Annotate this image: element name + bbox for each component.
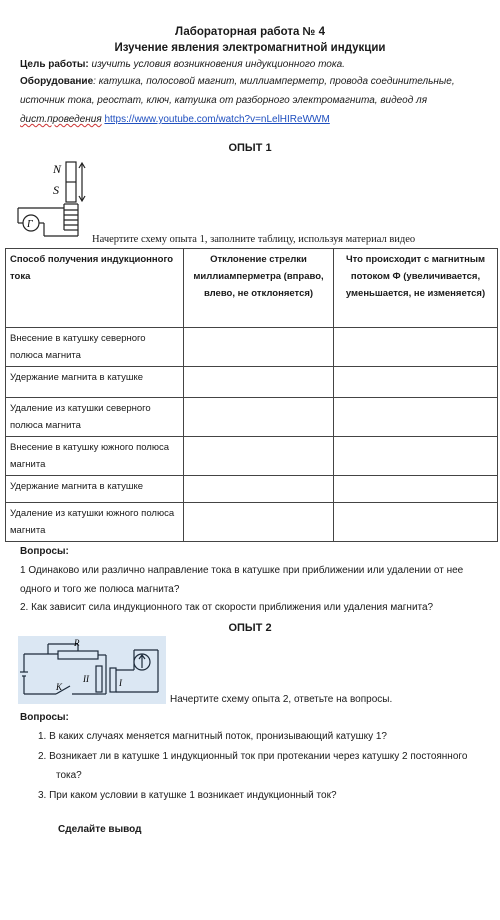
table-row <box>6 328 498 367</box>
table-header-row <box>6 249 498 328</box>
table-row <box>6 398 498 437</box>
exp2-diagram <box>18 636 166 704</box>
doc-subtitle: Изучение явления электромагнитной индукции <box>114 42 386 54</box>
goal-line <box>20 59 345 70</box>
table-header-method: Способ получения индукционного тока <box>6 249 184 328</box>
equipment-label: Оборудование <box>20 76 94 87</box>
exp1-question-2: 2. Как зависит сила индукционного так от скорости приближения или удаления магнита? <box>20 602 434 613</box>
table-cell-empty[interactable] <box>334 437 498 476</box>
north-pole-label: N <box>53 162 62 176</box>
table-cell-empty[interactable] <box>334 367 498 398</box>
table-cell-method: Внесение в катушку северного полюса магнита <box>6 328 184 367</box>
exp2-question-2-line-1: 2. Возникает ли в катушке 1 индукционный ток при протекании через катушку 2 постоянного <box>38 751 468 762</box>
exp2-question-3: 3. При каком условии в катушке 1 возникает индукционный ток? <box>38 790 337 801</box>
table-cell-empty[interactable] <box>184 367 334 398</box>
table-header-flux: Что происходит с магнитным потоком Ф (увеличивается, уменьшается, не изменяется) <box>334 249 498 328</box>
exp1-question-1-line-2: одного и того же полюса магнита? <box>20 584 180 595</box>
conclusion-prompt: Сделайте вывод <box>58 824 142 835</box>
table-cell-empty[interactable] <box>184 476 334 503</box>
exp2-questions-title: Вопросы: <box>20 712 69 723</box>
table-row <box>6 503 498 542</box>
exp1-table <box>5 248 498 542</box>
table-cell-empty[interactable] <box>334 328 498 367</box>
table-cell-method: Удержание магнита в катушке <box>6 367 184 398</box>
table-cell-method: Удержание магнита в катушке <box>6 476 184 503</box>
table-cell-empty[interactable] <box>184 437 334 476</box>
equipment-line-1 <box>20 76 455 87</box>
table-cell-empty[interactable] <box>334 476 498 503</box>
coil-1-label: I <box>119 678 122 688</box>
exp1-questions-title: Вопросы: <box>20 546 69 557</box>
equipment-text-3: дист.проведения <box>20 114 102 125</box>
table-cell-empty[interactable] <box>334 398 498 437</box>
video-link[interactable]: https://www.youtube.com/watch?v=nLelHIReWWM <box>104 114 330 125</box>
table-cell-method: Внесение в катушку южного полюса магнита <box>6 437 184 476</box>
table-cell-method: Удаление из катушки северного полюса магнита <box>6 398 184 437</box>
south-pole-label: S <box>53 183 59 197</box>
table-header-deflection: Отклонение стрелки миллиамперметра (вправо, влево, не отклоняется) <box>184 249 334 328</box>
table-cell-empty[interactable] <box>184 328 334 367</box>
exp2-question-2-line-2: тока? <box>56 770 82 781</box>
exp1-diagram <box>14 160 104 242</box>
table-cell-method: Удаление из катушки южного полюса магнита <box>6 503 184 542</box>
table-cell-empty[interactable] <box>334 503 498 542</box>
rheostat-label: R <box>74 638 80 648</box>
table-cell-empty[interactable] <box>184 398 334 437</box>
galvanometer-label: Г <box>27 219 33 230</box>
exp1-instruction: Начертите схему опыта 1, заполните таблицу, используя материал видео <box>92 234 416 245</box>
coil-2-label: II <box>83 674 89 684</box>
goal-label: Цель работы: <box>20 59 89 70</box>
exp2-instruction: Начертите схему опыта 2, ответьте на вопросы. <box>170 694 393 705</box>
exp1-heading: ОПЫТ 1 <box>228 142 272 154</box>
table-row <box>6 367 498 398</box>
table-row <box>6 476 498 503</box>
exp2-question-1: 1. В каких случаях меняется магнитный поток, пронизывающий катушку 1? <box>38 731 387 742</box>
switch-label: K <box>56 682 63 692</box>
table-row <box>6 437 498 476</box>
equipment-line-2: источник тока, реостат, ключ, катушка от разборного электромагнита, видеод ля <box>20 95 428 106</box>
goal-text: изучить условия возникновения индукционного тока. <box>91 59 345 70</box>
exp2-heading: ОПЫТ 2 <box>228 622 272 634</box>
table-cell-empty[interactable] <box>184 503 334 542</box>
equipment-line-3 <box>20 114 330 125</box>
exp1-question-1-line-1: 1 Одинаково или различно направление тока в катушке при приближении или удалении от нее <box>20 565 464 576</box>
equipment-text-1: : катушка, полосовой магнит, миллиамперметр, провода соединительные, <box>93 76 455 87</box>
doc-title: Лабораторная работа № 4 <box>175 26 325 38</box>
